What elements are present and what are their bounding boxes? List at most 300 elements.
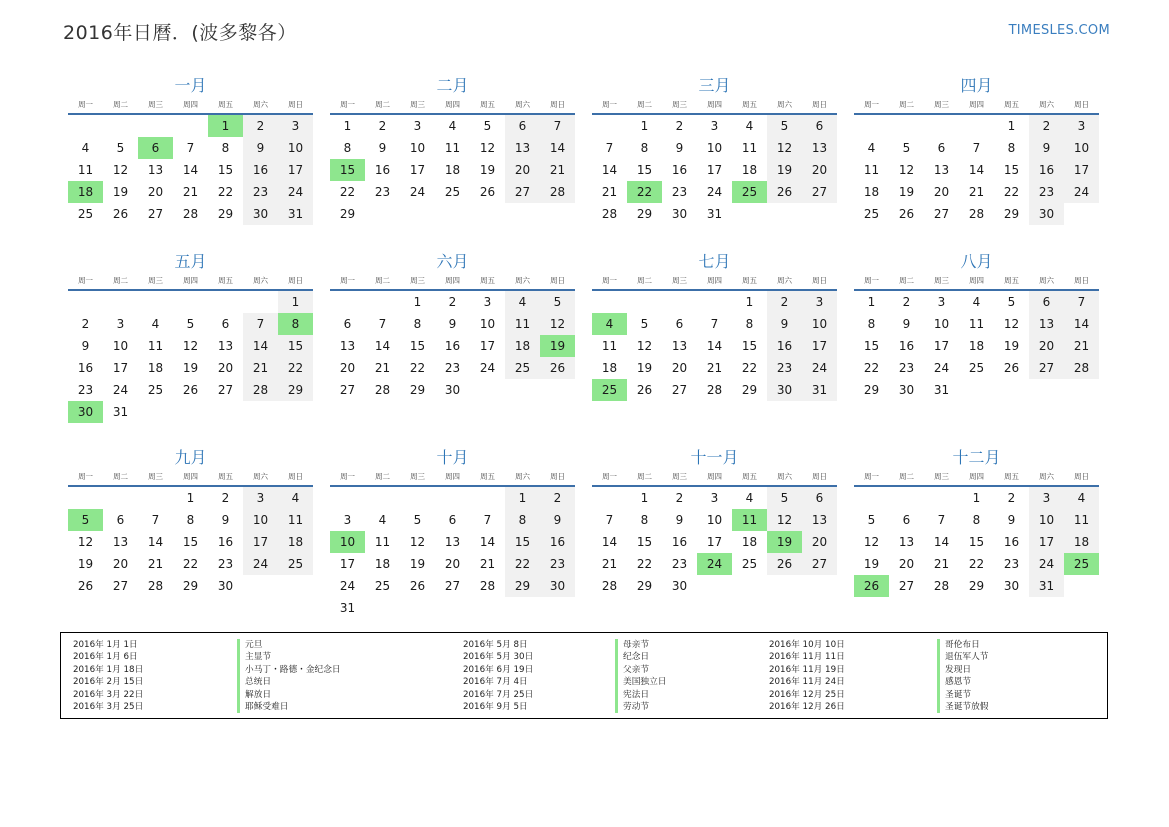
day-cell: 3 [243, 487, 278, 509]
day-cell: 13 [671, 339, 688, 353]
month-12 [854, 446, 1099, 597]
day-cell: 24 [1029, 553, 1064, 575]
empty-cell [802, 203, 837, 225]
day-cell: 12 [409, 535, 426, 549]
day-cell: 15 [636, 535, 653, 549]
week-row [854, 335, 1099, 357]
day-cell: 19 [479, 163, 496, 177]
weekday-label: 周一 [78, 472, 93, 481]
day-cell: 4 [745, 119, 754, 133]
day-cell: 24 [479, 361, 496, 375]
weekday-label: 周二 [375, 472, 390, 481]
day-cell: 6 [505, 115, 540, 137]
day-cell: 27 [671, 383, 688, 397]
day-cell: 28 [968, 207, 985, 221]
day-cell: 30 [767, 379, 802, 401]
day-cell: 7 [243, 313, 278, 335]
day-cell: 25 [77, 207, 94, 221]
weekday-label: 周二 [375, 276, 390, 285]
day-cell: 16 [243, 159, 278, 181]
week-row [592, 159, 837, 181]
weekday-label: 周一 [78, 100, 93, 109]
day-cell: 1 [343, 119, 352, 133]
holiday-name: 感恩节 [937, 676, 988, 688]
day-cell: 13 [1029, 313, 1064, 335]
day-cell: 2 [378, 119, 387, 133]
week-row [68, 531, 313, 553]
day-cell: 9 [221, 513, 230, 527]
day-cell: 8 [1007, 141, 1016, 155]
day-cell: 21 [968, 185, 985, 199]
day-cell: 10 [278, 137, 313, 159]
day-cell: 30 [671, 207, 688, 221]
week-row [330, 181, 575, 203]
day-cell: 5 [186, 317, 195, 331]
weekday-label: 周六 [515, 100, 530, 109]
day-cell: 16 [898, 339, 915, 353]
empty-cell [138, 401, 173, 423]
day-cell: 21 [933, 557, 950, 571]
day-cell: 14 [182, 163, 199, 177]
day-cell: 16 [217, 535, 234, 549]
day-cell: 5 [902, 141, 911, 155]
holiday-day-cell: 19 [540, 335, 575, 357]
day-cell: 13 [147, 163, 164, 177]
day-cell: 20 [505, 159, 540, 181]
day-cell: 21 [1064, 335, 1099, 357]
day-cell: 18 [278, 531, 313, 553]
day-cell: 9 [378, 141, 387, 155]
weekday-label: 周六 [1039, 276, 1054, 285]
day-cell: 29 [339, 207, 356, 221]
weekday-label: 周四 [445, 100, 460, 109]
day-cell: 12 [182, 339, 199, 353]
weekday-label: 周一 [340, 472, 355, 481]
holiday-name: 发现日 [937, 664, 988, 676]
week-row [854, 357, 1099, 379]
day-cell: 3 [483, 295, 492, 309]
day-cell: 6 [116, 513, 125, 527]
day-cell: 16 [671, 163, 688, 177]
week-row [68, 401, 313, 423]
day-cell: 24 [112, 383, 129, 397]
empty-cell [435, 203, 470, 225]
day-cell: 7 [186, 141, 195, 155]
empty-cell [68, 291, 103, 313]
empty-cell [103, 291, 138, 313]
day-cell: 10 [706, 513, 723, 527]
month-title: 十月 [436, 448, 469, 467]
day-cell: 8 [972, 513, 981, 527]
day-cell: 11 [147, 339, 164, 353]
day-cell: 9 [540, 509, 575, 531]
day-cell: 1 [745, 295, 754, 309]
day-cell: 22 [741, 361, 758, 375]
weekday-label: 周三 [410, 472, 425, 481]
week-row [854, 203, 1099, 225]
holiday-name: 退伍军人节 [937, 651, 988, 663]
holiday-list [60, 632, 1108, 719]
month-title: 九月 [174, 448, 207, 467]
week-row [68, 203, 313, 225]
empty-cell [68, 115, 103, 137]
day-cell: 10 [243, 509, 278, 531]
day-cell: 9 [902, 317, 911, 331]
day-cell: 31 [1029, 575, 1064, 597]
week-row [592, 291, 837, 313]
day-cell: 24 [706, 185, 723, 199]
weekday-label: 周五 [1004, 100, 1019, 109]
weekday-label: 周六 [1039, 100, 1054, 109]
weekday-label: 周四 [183, 100, 198, 109]
day-cell: 17 [278, 159, 313, 181]
empty-cell [767, 575, 802, 597]
day-cell: 23 [77, 383, 94, 397]
weekday-label: 周四 [969, 472, 984, 481]
empty-cell [365, 203, 400, 225]
holiday-day-cell: 25 [1064, 553, 1099, 575]
day-cell: 21 [147, 557, 164, 571]
day-cell: 4 [505, 291, 540, 313]
site-logo-link[interactable]: TIMESLES.COM [1008, 23, 1110, 38]
day-cell: 21 [479, 557, 496, 571]
weekday-label: 周五 [218, 276, 233, 285]
empty-cell [959, 115, 994, 137]
day-cell: 14 [601, 535, 618, 549]
day-cell: 18 [1064, 531, 1099, 553]
weekday-header [330, 97, 575, 115]
day-cell: 29 [1003, 207, 1020, 221]
weekday-label: 周六 [1039, 472, 1054, 481]
weekday-label: 周二 [637, 100, 652, 109]
day-cell: 1 [413, 295, 422, 309]
week-row [68, 575, 313, 597]
day-cell: 25 [968, 361, 985, 375]
day-cell: 2 [540, 487, 575, 509]
day-cell: 3 [278, 115, 313, 137]
day-cell: 14 [243, 335, 278, 357]
week-row [854, 313, 1099, 335]
day-cell: 28 [933, 579, 950, 593]
weekday-label: 周日 [550, 276, 565, 285]
day-cell: 23 [767, 357, 802, 379]
empty-cell [802, 575, 837, 597]
empty-cell [365, 597, 400, 619]
day-cell: 16 [767, 335, 802, 357]
holiday-day-cell: 6 [138, 137, 173, 159]
week-row [854, 291, 1099, 313]
weekday-label: 周六 [777, 276, 792, 285]
empty-cell [208, 291, 243, 313]
week-row [592, 335, 837, 357]
empty-cell [924, 115, 959, 137]
day-cell: 4 [867, 141, 876, 155]
day-cell: 17 [933, 339, 950, 353]
week-row [68, 379, 313, 401]
day-cell: 30 [671, 579, 688, 593]
weekday-label: 周日 [812, 100, 827, 109]
day-cell: 12 [636, 339, 653, 353]
weekday-label: 周四 [445, 472, 460, 481]
week-row [68, 181, 313, 203]
day-cell: 1 [1007, 119, 1016, 133]
holiday-name-column [237, 639, 341, 713]
week-row [592, 553, 837, 575]
week-row [330, 509, 575, 531]
day-cell: 4 [972, 295, 981, 309]
week-row [854, 531, 1099, 553]
day-cell: 28 [601, 207, 618, 221]
week-row [68, 115, 313, 137]
day-cell: 30 [243, 203, 278, 225]
weekday-label: 周日 [1074, 100, 1089, 109]
day-cell: 25 [147, 383, 164, 397]
weekday-label: 周日 [288, 100, 303, 109]
day-cell: 20 [802, 531, 837, 553]
empty-cell [278, 575, 313, 597]
day-cell: 29 [217, 207, 234, 221]
holiday-date-column [463, 639, 533, 713]
day-cell: 18 [147, 361, 164, 375]
empty-cell [505, 597, 540, 619]
empty-cell [173, 291, 208, 313]
weekday-label: 周一 [864, 276, 879, 285]
weekday-label: 周四 [707, 472, 722, 481]
day-cell: 24 [278, 181, 313, 203]
day-cell: 9 [675, 513, 684, 527]
day-cell: 15 [278, 335, 313, 357]
holiday-name: 纪念日 [615, 651, 666, 663]
day-cell: 5 [116, 141, 125, 155]
day-cell: 20 [898, 557, 915, 571]
day-cell: 15 [968, 535, 985, 549]
weekday-label: 周日 [812, 472, 827, 481]
empty-cell [435, 597, 470, 619]
empty-cell [173, 401, 208, 423]
day-cell: 24 [1064, 181, 1099, 203]
weekday-header [592, 97, 837, 115]
day-cell: 31 [802, 379, 837, 401]
week-row [592, 203, 837, 225]
day-cell: 18 [601, 361, 618, 375]
week-row [592, 137, 837, 159]
day-cell: 23 [898, 361, 915, 375]
empty-cell [924, 487, 959, 509]
day-cell: 14 [706, 339, 723, 353]
holiday-day-cell: 19 [767, 531, 802, 553]
weekday-label: 周二 [113, 276, 128, 285]
day-cell: 19 [1003, 339, 1020, 353]
empty-cell [1029, 379, 1064, 401]
day-cell: 24 [802, 357, 837, 379]
day-cell: 21 [706, 361, 723, 375]
day-cell: 15 [409, 339, 426, 353]
week-row [592, 379, 837, 401]
day-cell: 13 [444, 535, 461, 549]
day-cell: 7 [937, 513, 946, 527]
day-cell: 3 [1029, 487, 1064, 509]
weekday-label: 周二 [637, 276, 652, 285]
holiday-date: 2016年 11月 11日 [769, 652, 845, 663]
day-cell: 28 [374, 383, 391, 397]
day-cell: 20 [147, 185, 164, 199]
weekday-label: 周三 [672, 472, 687, 481]
week-row [592, 531, 837, 553]
day-cell: 12 [1003, 317, 1020, 331]
day-cell: 6 [221, 317, 230, 331]
weekday-label: 周二 [899, 100, 914, 109]
day-cell: 3 [802, 291, 837, 313]
empty-cell [138, 115, 173, 137]
holiday-day-cell: 5 [68, 509, 103, 531]
month-3 [592, 74, 837, 225]
day-cell: 20 [671, 361, 688, 375]
day-cell: 7 [483, 513, 492, 527]
weekday-label: 周二 [113, 100, 128, 109]
weekday-label: 周五 [1004, 472, 1019, 481]
holiday-name: 总统日 [237, 676, 341, 688]
holiday-name-column [615, 639, 666, 713]
empty-cell [994, 379, 1029, 401]
day-cell: 1 [186, 491, 195, 505]
weekday-label: 周六 [253, 100, 268, 109]
day-cell: 8 [505, 509, 540, 531]
week-row [854, 487, 1099, 509]
empty-cell [732, 575, 767, 597]
day-cell: 5 [413, 513, 422, 527]
holiday-date-column [769, 639, 845, 713]
week-row [592, 115, 837, 137]
holiday-day-cell: 18 [68, 181, 103, 203]
day-cell: 27 [933, 207, 950, 221]
day-cell: 4 [151, 317, 160, 331]
empty-cell [400, 597, 435, 619]
week-row [330, 553, 575, 575]
day-cell: 25 [374, 579, 391, 593]
holiday-date: 2016年 12月 25日 [769, 689, 845, 700]
day-cell: 1 [640, 119, 649, 133]
empty-cell [732, 203, 767, 225]
empty-cell [470, 203, 505, 225]
day-cell: 16 [671, 535, 688, 549]
empty-cell [330, 487, 365, 509]
day-cell: 4 [448, 119, 457, 133]
week-row [330, 203, 575, 225]
day-cell: 17 [479, 339, 496, 353]
holiday-date: 2016年 6月 19日 [463, 664, 534, 675]
week-row [330, 137, 575, 159]
holiday-day-cell: 25 [732, 181, 767, 203]
day-cell: 5 [540, 291, 575, 313]
day-cell: 19 [409, 557, 426, 571]
holiday-name: 哥伦布日 [937, 639, 988, 651]
day-cell: 29 [863, 383, 880, 397]
weekday-label: 周四 [707, 276, 722, 285]
day-cell: 26 [767, 181, 802, 203]
day-cell: 9 [243, 137, 278, 159]
empty-cell [1064, 575, 1099, 597]
week-row [592, 487, 837, 509]
day-cell: 18 [444, 163, 461, 177]
week-row [854, 379, 1099, 401]
month-6 [330, 250, 575, 401]
day-cell: 21 [243, 357, 278, 379]
day-cell: 16 [1003, 535, 1020, 549]
month-title: 四月 [960, 76, 993, 95]
day-cell: 20 [112, 557, 129, 571]
day-cell: 20 [217, 361, 234, 375]
day-cell: 26 [409, 579, 426, 593]
month-2 [330, 74, 575, 225]
day-cell: 18 [863, 185, 880, 199]
day-cell: 23 [374, 185, 391, 199]
day-cell: 26 [767, 553, 802, 575]
day-cell: 30 [1003, 579, 1020, 593]
empty-cell [173, 115, 208, 137]
empty-cell [435, 487, 470, 509]
day-cell: 14 [540, 137, 575, 159]
day-cell: 10 [933, 317, 950, 331]
empty-cell [889, 487, 924, 509]
day-cell: 5 [640, 317, 649, 331]
day-cell: 18 [741, 163, 758, 177]
day-cell: 16 [540, 531, 575, 553]
day-cell: 12 [767, 509, 802, 531]
day-cell: 24 [409, 185, 426, 199]
weekday-label: 周六 [253, 276, 268, 285]
day-cell: 13 [217, 339, 234, 353]
day-cell: 14 [933, 535, 950, 549]
weekday-label: 周三 [672, 276, 687, 285]
weekday-label: 周六 [515, 472, 530, 481]
day-cell: 15 [217, 163, 234, 177]
day-cell: 2 [902, 295, 911, 309]
month-10 [330, 446, 575, 619]
holiday-date: 2016年 3月 22日 [73, 689, 144, 700]
day-cell: 5 [1007, 295, 1016, 309]
holiday-date: 2016年 1月 6日 [73, 652, 138, 663]
day-cell: 13 [933, 163, 950, 177]
week-row [330, 379, 575, 401]
day-cell: 19 [863, 557, 880, 571]
day-cell: 26 [898, 207, 915, 221]
month-8 [854, 250, 1099, 401]
day-cell: 11 [863, 163, 880, 177]
day-cell: 27 [339, 383, 356, 397]
week-row [330, 159, 575, 181]
day-cell: 7 [710, 317, 719, 331]
day-cell: 17 [802, 335, 837, 357]
day-cell: 22 [182, 557, 199, 571]
day-cell: 15 [636, 163, 653, 177]
empty-cell [592, 487, 627, 509]
weekday-label: 周一 [602, 276, 617, 285]
weekday-label: 周一 [78, 276, 93, 285]
holiday-name: 劳动节 [615, 701, 666, 713]
empty-cell [365, 291, 400, 313]
weekday-label: 周五 [480, 100, 495, 109]
day-cell: 3 [343, 513, 352, 527]
holiday-day-cell: 11 [732, 509, 767, 531]
day-cell: 5 [767, 487, 802, 509]
week-row [330, 597, 575, 619]
month-title: 六月 [436, 252, 469, 271]
day-cell: 8 [343, 141, 352, 155]
day-cell: 23 [1029, 181, 1064, 203]
day-cell: 22 [505, 553, 540, 575]
weekday-label: 周一 [602, 100, 617, 109]
day-cell: 31 [933, 383, 950, 397]
